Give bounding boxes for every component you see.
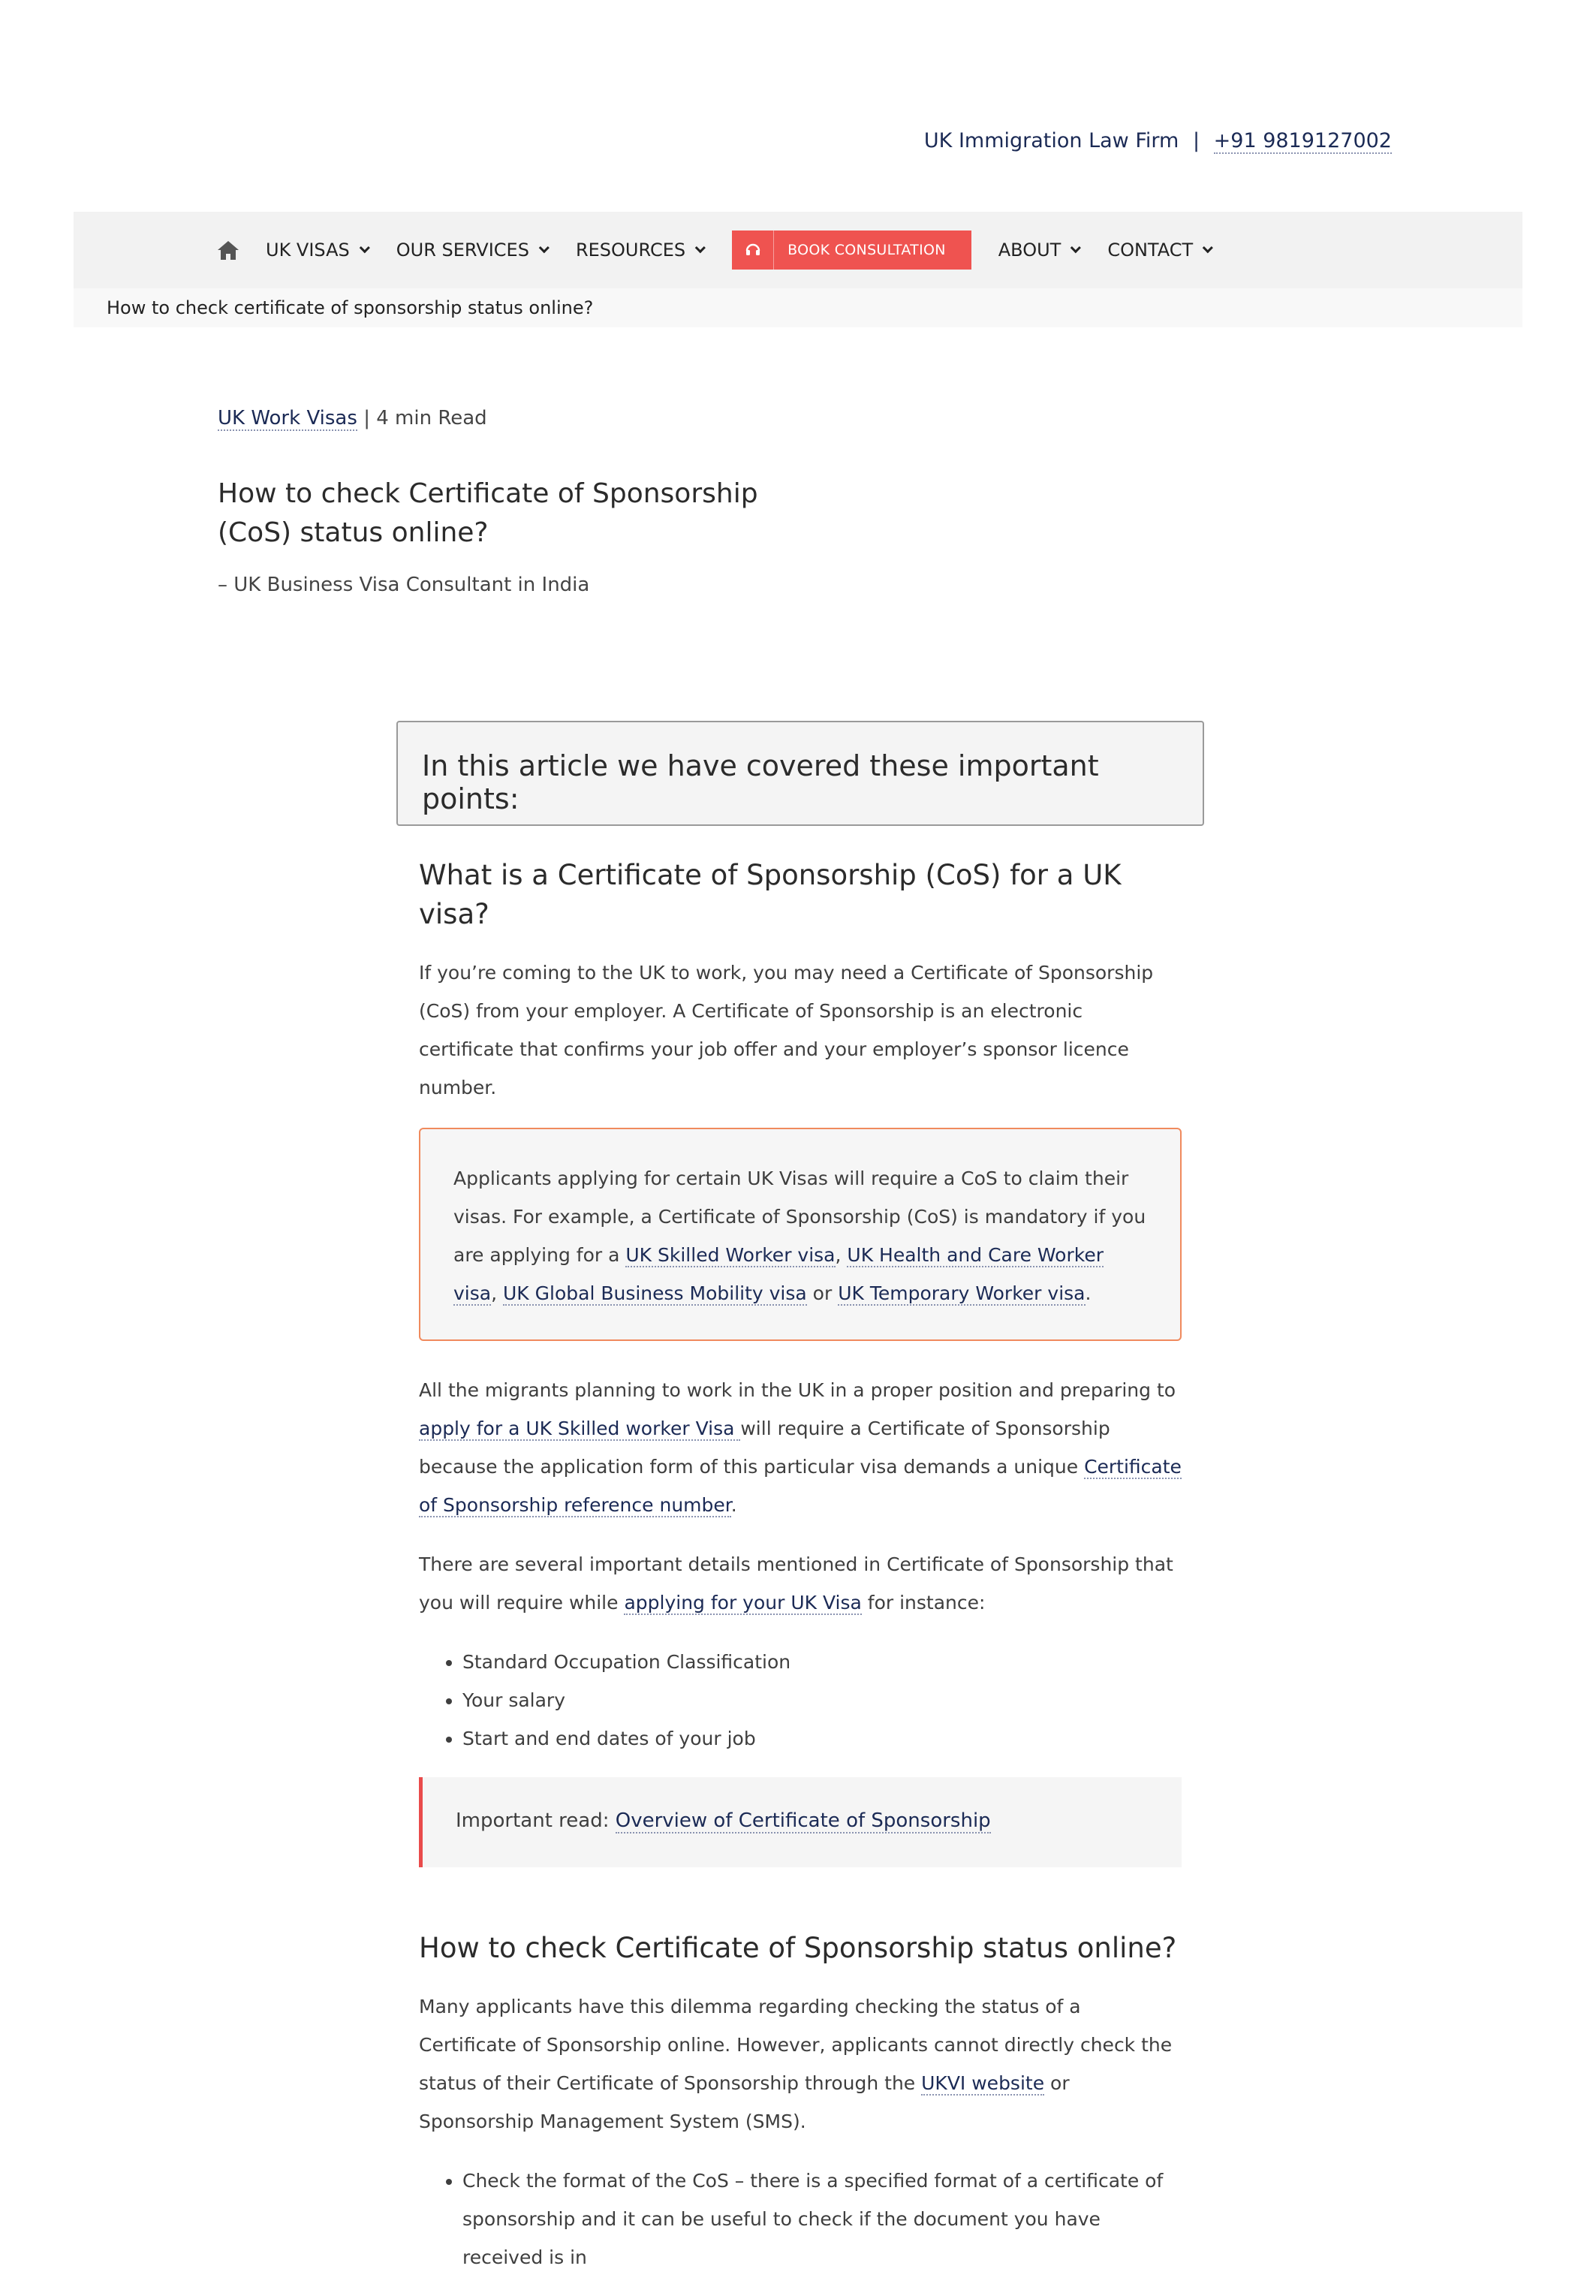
page-subtitle: – UK Business Visa Consultant in India (218, 574, 590, 596)
comma: , (491, 1282, 503, 1304)
chevron-down-icon (539, 243, 550, 253)
applying-uk-visa-link[interactable]: applying for your UK Visa (624, 1592, 862, 1614)
headset-icon (732, 231, 774, 270)
meta-separator: | (363, 407, 370, 429)
nav-our-services-label: OUR SERVICES (396, 240, 529, 261)
nav-our-services[interactable] (396, 240, 546, 261)
paragraph (419, 1987, 1182, 2141)
topbar-separator: | (1192, 129, 1200, 152)
nav-about-label: ABOUT (998, 240, 1061, 261)
nav-uk-visas[interactable] (266, 240, 366, 261)
para-text: for instance: (861, 1592, 986, 1614)
callout-text: Applicants applying for certain UK Visas will require a CoS to claim their visas. For example, a Certificate of Sponsorship (CoS) is mandatory if you are applying for a (453, 1168, 1146, 1266)
phone-link[interactable]: +91 9819127002 (1213, 129, 1392, 152)
temporary-worker-link[interactable]: UK Temporary Worker visa (838, 1282, 1086, 1304)
breadcrumb-current: How to check certificate of sponsorship status online? (107, 297, 594, 318)
details-list (462, 1643, 1182, 1758)
para-end: . (730, 1494, 737, 1516)
nav-about[interactable] (998, 240, 1078, 261)
nav-contact-label: CONTACT (1107, 240, 1194, 261)
para-text: or Sponsorship Management System (SMS). (419, 2072, 1070, 2132)
breadcrumb (74, 288, 1522, 327)
chevron-down-icon (360, 243, 370, 253)
comma: , (835, 1244, 848, 1266)
book-consultation-label: BOOK CONSULTATION (787, 242, 946, 258)
home-icon[interactable] (216, 239, 240, 261)
page-title: How to check Certificate of Sponsorship (CoS) status online? (218, 478, 758, 548)
list-item: • Start and end dates of your job (462, 1719, 1182, 1758)
list-item: • Check the format of the CoS – there is a specified format of a certificate of sponsorship and it can be useful to check if the document you have received is in (462, 2162, 1182, 2276)
cos-reference-link[interactable]: Certificate of Sponsorship reference number (419, 1456, 1182, 1516)
nav-uk-visas-label: UK VISAS (266, 240, 350, 261)
para-text: Many applicants have this dilemma regarding checking the status of a Certificate of Sponsorship online. However, applicants cannot directly check the status of their Certificate of Sponsorship through the (419, 1996, 1173, 2094)
book-consultation-button[interactable] (732, 231, 971, 270)
paragraph (419, 1545, 1182, 1622)
category-link[interactable]: UK Work Visas (218, 407, 357, 429)
callout-or: or (806, 1282, 839, 1304)
firm-name: UK Immigration Law Firm (923, 129, 1179, 152)
callout-end: . (1085, 1282, 1092, 1304)
section-heading: How to check Certificate of Sponsorship status online? (419, 1932, 1177, 1964)
nav-resources-label: RESOURCES (575, 240, 686, 261)
topbar (924, 129, 1392, 152)
important-label: Important read: (456, 1809, 616, 1832)
info-callout (419, 1128, 1182, 1341)
list-item: • Standard Occupation Classification (462, 1643, 1182, 1681)
chevron-down-icon (1071, 243, 1081, 253)
chevron-down-icon (1203, 243, 1213, 253)
important-read-callout (419, 1777, 1182, 1867)
paragraph: If you’re coming to the UK to work, you may need a Certificate of Sponsorship (CoS) from your employer. A Certificate of Sponsorship is an electronic certificate that confirms your job offer and your employer’s sponsor licence number. (419, 962, 1154, 1098)
para-text: will require a Certificate of Sponsorship because the application form of this particular visa demands a unique (419, 1418, 1110, 1478)
table-of-contents[interactable] (396, 721, 1204, 826)
main-nav (74, 212, 1522, 288)
list-item: • Your salary (462, 1681, 1182, 1719)
read-time: 4 min Read (376, 407, 487, 429)
skilled-worker-link[interactable]: UK Skilled Worker visa (625, 1244, 836, 1266)
global-business-mobility-link[interactable]: UK Global Business Mobility visa (503, 1282, 807, 1304)
apply-skilled-worker-link[interactable]: apply for a UK Skilled worker Visa (419, 1418, 741, 1439)
overview-cos-link[interactable]: Overview of Certificate of Sponsorship (615, 1809, 991, 1832)
nav-resources[interactable] (576, 240, 702, 261)
para-text: There are several important details mentioned in Certificate of Sponsorship that you will require while (419, 1553, 1173, 1614)
article-meta (218, 407, 487, 429)
article-body (419, 856, 1182, 2296)
section-heading: What is a Certificate of Sponsorship (CoS) for a UK visa? (419, 859, 1122, 930)
check-list (462, 2162, 1182, 2276)
nav-contact[interactable] (1107, 240, 1209, 261)
paragraph (419, 1371, 1182, 1524)
health-care-link[interactable]: UK Health and Care Worker visa (453, 1244, 1104, 1304)
toc-title: In this article we have covered these important points: (422, 749, 1099, 815)
chevron-down-icon (695, 243, 706, 253)
ukvi-website-link[interactable]: UKVI website (921, 2072, 1045, 2094)
para-text: All the migrants planning to work in the UK in a proper position and preparing to (419, 1379, 1176, 1401)
